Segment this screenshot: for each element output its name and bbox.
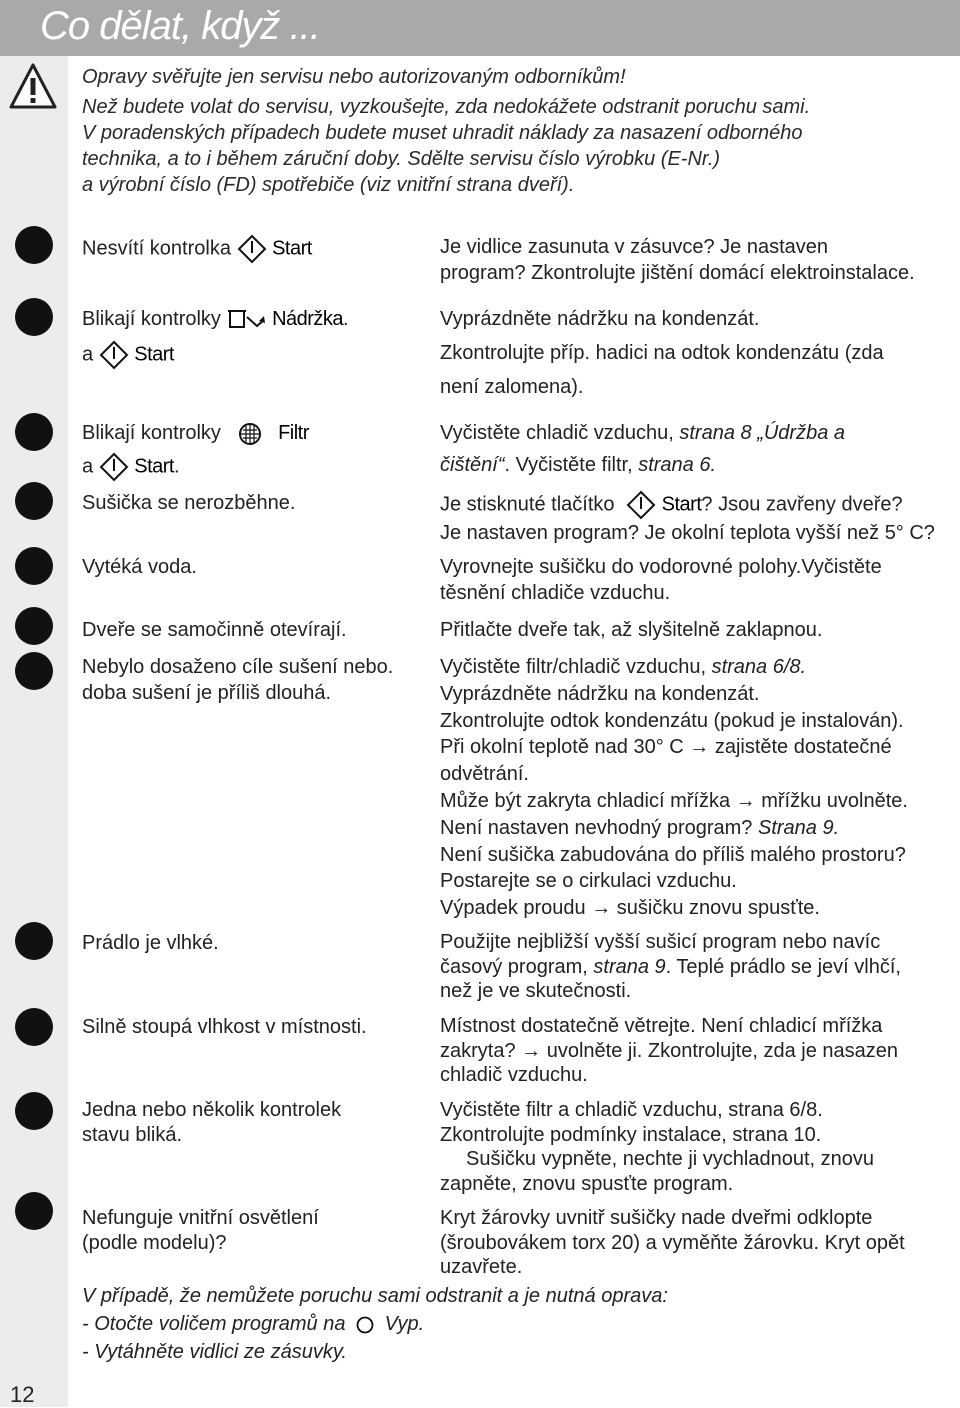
note-text: Vyp. xyxy=(384,1313,425,1335)
tank-icon xyxy=(227,308,267,332)
solution-line: Je vidlice zasunuta v zásuvce? Je nastaven xyxy=(440,236,828,258)
intro-line: V poradenských případech budete muset uhradit náklady za nasazení odborného xyxy=(82,122,803,144)
bullet-dot-icon xyxy=(15,482,53,520)
bullet-dot-icon xyxy=(15,226,53,264)
page-reference: strana 6/8. xyxy=(711,656,807,678)
page-header xyxy=(0,0,960,56)
solution-line: chladič vzduchu. xyxy=(440,1064,588,1086)
solution-cell xyxy=(440,654,954,922)
problem-text: Silně stoupá vlhkost v místnosti. xyxy=(82,1016,367,1038)
solution-line: zakryta? → uvolněte ji. Zkontrolujte, zda je nasazen xyxy=(440,1039,899,1062)
problem-text: a xyxy=(82,343,94,366)
problem-cell xyxy=(82,654,432,706)
solution-cell xyxy=(440,930,954,1004)
bullet-dot-icon xyxy=(15,652,53,690)
problem-text: Prádlo je vlhké. xyxy=(82,932,219,954)
problem-text: stavu bliká. xyxy=(82,1123,183,1146)
problem-text: a xyxy=(82,455,94,478)
problem-text: Blikají kontrolky xyxy=(82,308,221,330)
bullet-dot-icon xyxy=(15,298,53,336)
problem-text: Nefunguje vnitřní osvětlení xyxy=(82,1207,319,1229)
start-diamond-icon xyxy=(99,452,129,482)
solution-line: než je ve skutečnosti. xyxy=(440,980,632,1002)
problem-cell xyxy=(82,617,432,643)
solution-line: Použijte nejbližší vyšší sušicí program nebo navíc xyxy=(440,931,881,953)
solution-text: Je stisknuté tlačítko xyxy=(440,493,615,516)
solution-text: . Teplé prádlo se jeví vlhčí, xyxy=(665,955,901,978)
page-number: 12 xyxy=(10,1382,35,1407)
start-diamond-icon xyxy=(99,340,129,370)
start-label: Start xyxy=(134,455,174,478)
solution-line: Vyčistěte filtr a chladič vzduchu, strana 6/8. xyxy=(440,1099,823,1121)
start-label: Start xyxy=(661,493,702,516)
bullet-dot-icon xyxy=(15,607,53,645)
solution-line: zapněte, znovu spusťte program. xyxy=(440,1172,734,1195)
solution-cell xyxy=(440,420,954,478)
intro-line: technika, a to i během záruční doby. Sdělte servisu číslo výrobku (E-Nr.) xyxy=(82,148,721,170)
bullet-dot-icon xyxy=(15,1092,53,1130)
intro-line: Než budete volat do servisu, vyzkoušejte, zda nedokážete odstranit poruchu sami. xyxy=(82,96,811,118)
problem-text: doba sušení je příliš dlouhá. xyxy=(82,682,332,704)
problem-text: . xyxy=(343,308,349,330)
problem-text: Sušička se nerozběhne. xyxy=(82,492,296,514)
problem-cell xyxy=(82,234,432,264)
page-title: Co dělat, když ... xyxy=(40,4,320,48)
solution-line: Zkontrolujte podmínky instalace, strana 10. xyxy=(440,1123,822,1146)
solution-line: Není sušička zabudována do příliš malého prostoru? xyxy=(440,843,906,866)
filter-label: Filtr xyxy=(278,422,309,444)
solution-cell xyxy=(440,1098,954,1196)
problem-cell xyxy=(82,306,432,370)
start-diamond-icon xyxy=(626,490,656,520)
solution-cell xyxy=(440,490,954,546)
problem-text: Vytéká voda. xyxy=(82,556,197,578)
filter-icon xyxy=(235,422,265,446)
problem-text: Dveře se samočinně otevírají. xyxy=(82,619,347,641)
start-label: Start xyxy=(272,237,312,260)
start-diamond-icon xyxy=(237,234,267,264)
solution-line: Kryt žárovky uvnitř sušičky nade dveřmi odklopte xyxy=(440,1207,873,1229)
problem-text: Jedna nebo několik kontrolek xyxy=(82,1099,342,1121)
solution-line: Vyprázdněte nádržku na kondenzát. xyxy=(440,308,760,330)
tank-label: Nádržka xyxy=(272,308,344,330)
repair-note xyxy=(82,1282,952,1366)
solution-cell xyxy=(440,234,954,286)
solution-text: . Vyčistěte filtr, xyxy=(504,454,639,476)
bullet-dot-icon xyxy=(15,1192,53,1230)
solution-line: Je nastaven program? Je okolní teplota vyšší než 5° C? xyxy=(440,522,935,544)
warning-triangle-icon xyxy=(8,62,58,112)
problem-cell xyxy=(82,930,432,956)
solution-line: těsnění chladiče vzduchu. xyxy=(440,582,671,604)
solution-line: Může být zakryta chladicí mřížka → mřížku uvolněte. xyxy=(440,789,908,812)
solution-cell xyxy=(440,306,954,400)
solution-text: Vyčistěte filtr/chladič vzduchu, xyxy=(440,656,712,678)
note-line: V případě, že nemůžete poruchu sami odstranit a je nutná oprava: xyxy=(82,1285,668,1307)
solution-text: ? Jsou zavřeny dveře? xyxy=(701,493,903,516)
page-reference: čištění“ xyxy=(440,454,505,476)
solution-line: Vyrovnejte sušičku do vodorovné polohy.Vyčistěte xyxy=(440,556,882,578)
solution-line: odvětrání. xyxy=(440,763,529,786)
problem-text: Blikají kontrolky xyxy=(82,422,221,444)
problem-cell xyxy=(82,1014,432,1040)
problem-text: Nesvítí kontrolka xyxy=(82,237,231,260)
note-line: - Vytáhněte vidlici ze zásuvky. xyxy=(82,1341,347,1363)
problem-cell xyxy=(82,1098,432,1147)
intro-text xyxy=(82,64,952,198)
solution-line: Výpadek proudu → sušičku znovu spusťte. xyxy=(440,897,820,920)
problem-cell xyxy=(82,1206,432,1255)
problem-cell xyxy=(82,554,432,580)
page-reference: strana 6. xyxy=(638,454,717,476)
solution-line: Vyprázdněte nádržku na kondenzát. xyxy=(440,682,760,705)
bullet-dot-icon xyxy=(15,922,53,960)
bullet-dot-icon xyxy=(15,1008,53,1046)
solution-cell xyxy=(440,1206,954,1280)
solution-line: Místnost dostatečně větrejte. Není chladicí mřížka xyxy=(440,1015,883,1037)
note-text: - Otočte voličem programů na xyxy=(82,1313,346,1335)
problem-text: . xyxy=(174,455,180,478)
problem-text: (podle modelu)? xyxy=(82,1231,227,1254)
page-reference: strana 8 „Údržba a xyxy=(679,422,846,444)
solution-line: Sušičku vypněte, nechte ji vychladnout, znovu xyxy=(466,1148,875,1170)
off-circle-icon xyxy=(355,1315,375,1335)
page-reference: Strana 9. xyxy=(757,816,840,839)
solution-cell xyxy=(440,617,954,643)
start-label: Start xyxy=(134,343,174,366)
intro-line: a výrobní číslo (FD) spotřebiče (viz vnitřní strana dveří). xyxy=(82,174,575,196)
solution-line: Přitlačte dveře tak, až slyšitelně zaklapnou. xyxy=(440,619,823,641)
bullet-dot-icon xyxy=(15,413,53,451)
solution-cell xyxy=(440,554,954,606)
problem-cell xyxy=(82,420,432,482)
solution-cell xyxy=(440,1014,954,1088)
solution-line: program? Zkontrolujte jištění domácí elektroinstalace. xyxy=(440,262,915,284)
problem-text: Nebylo dosaženo cíle sušení nebo. xyxy=(82,656,394,678)
intro-line: Opravy svěřujte jen servisu nebo autorizovaným odborníkům! xyxy=(82,66,626,88)
solution-line: (šroubovákem torx 20) a vyměňte žárovku. Kryt opět xyxy=(440,1231,905,1254)
solution-line: Zkontrolujte příp. hadici na odtok kondenzátu (zda xyxy=(440,342,884,364)
problem-cell xyxy=(82,490,432,516)
solution-text: časový program, xyxy=(440,955,594,978)
solution-line: Postarejte se o cirkulaci vzduchu. xyxy=(440,870,737,893)
page-reference: strana 9 xyxy=(593,955,666,978)
bullet-dot-icon xyxy=(15,547,53,585)
solution-line: Při okolní teplotě nad 30° C → zajistěte dostatečné xyxy=(440,736,892,759)
solution-line: uzavřete. xyxy=(440,1256,523,1278)
solution-text: Vyčistěte chladič vzduchu, xyxy=(440,422,680,444)
solution-text: Není nastaven nevhodný program? xyxy=(440,816,758,839)
solution-line: Zkontrolujte odtok kondenzátu (pokud je instalován). xyxy=(440,709,904,732)
solution-line: není zalomena). xyxy=(440,376,584,398)
